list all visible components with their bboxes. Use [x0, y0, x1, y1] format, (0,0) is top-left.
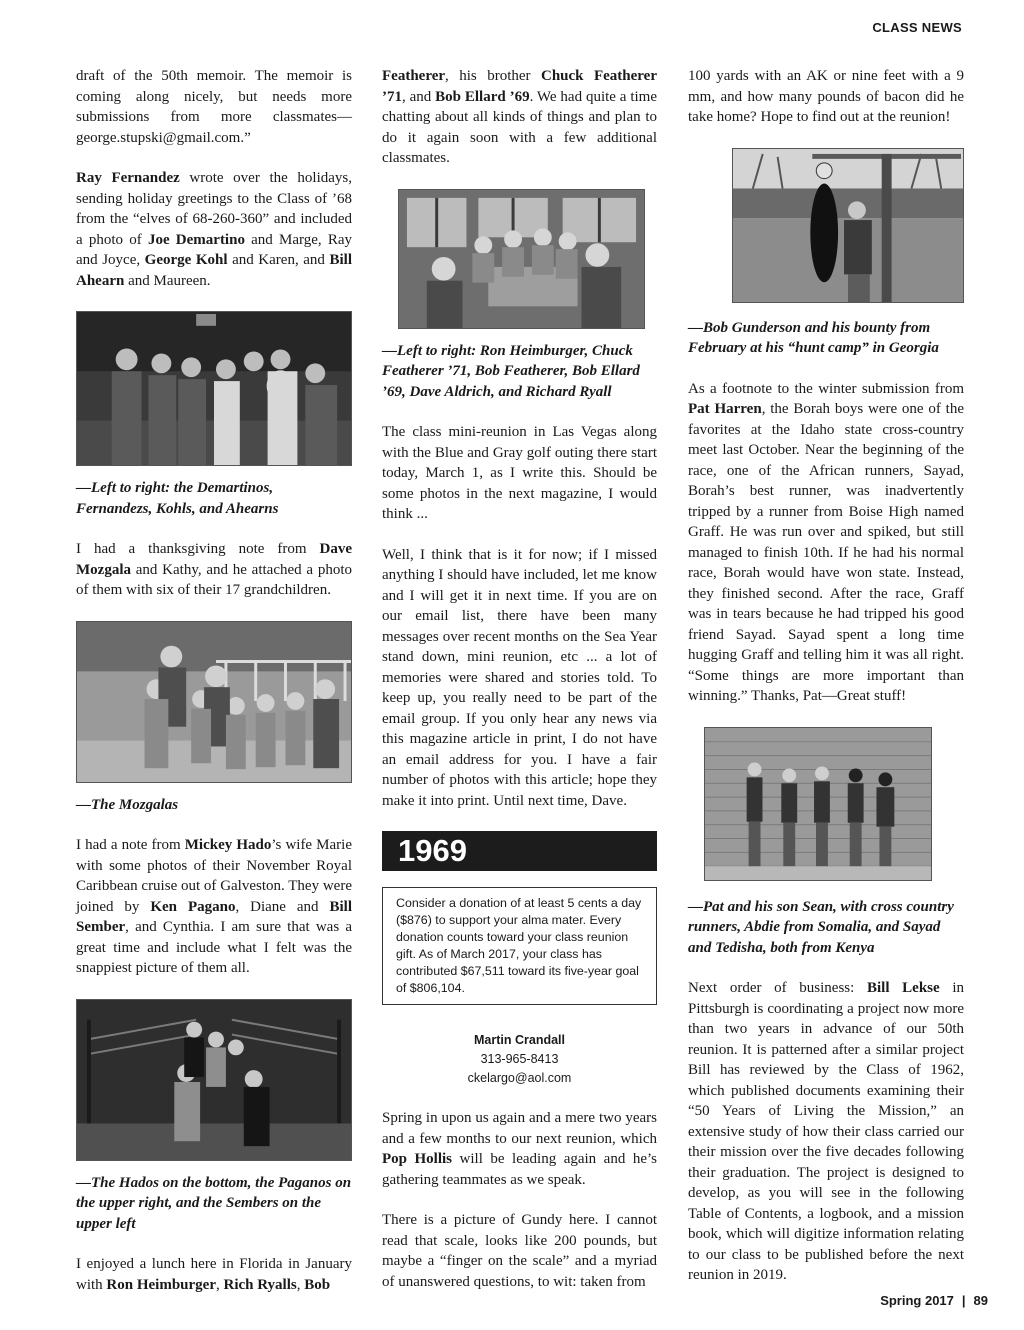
classmate-name: Ken Pagano [150, 898, 236, 915]
page-number: 89 [973, 1293, 988, 1308]
paragraph-pop-hollis: Spring in upon us again and a mere two years and a few months to our next reunion, which Pop Hollis will be leading again and he’s gathering teammates as we speak. [382, 1110, 658, 1188]
section-header: CLASS NEWS [872, 20, 962, 35]
classmate-name: Pat Harren [688, 401, 762, 417]
secretary-name: Martin Crandall [474, 1033, 565, 1047]
photo-mozgala-family [76, 621, 352, 783]
paragraph-gundy: There is a picture of Gundy here. I cannot read that scale, looks like 200 pounds, but maybe a “finger on the scale” and a myriad of unanswered questions, to wit: taken from [382, 1212, 657, 1290]
caption-cruise-group: —The Hados on the bottom, the Paganos on the upper right, and the Sembers on the upper left [76, 1174, 352, 1232]
paragraph-mozgala: I had a thanksgiving note from Dave Mozgala and Kathy, and he attached a photo of them with six of their 17 grandchildren. [76, 541, 352, 598]
paragraph-hado: I had a note from Mickey Hado’s wife Marie with some photos of their November Royal Caribbean cruise out of Galveston. They were joined by Ken Pagano, Diane and Bill Sember, and Cynthia. I am sure that was a great time and include what I felt was the snappiest picture of them all. [76, 837, 352, 976]
column-3 [688, 66, 964, 1286]
paragraph-memoir: draft of the 50th memoir. The memoir is coming along nicely, but needs more submissions from more classmates—george.stupski@gmail.com.” [76, 68, 352, 146]
paragraph-featherer: Featherer, his brother Chuck Featherer ’71, and Bob Ellard ’69. We had quite a time chatting about all kinds of things and plan to do it again soon with a few additional classmates. [382, 68, 657, 166]
classmate-name: Bob [304, 1276, 331, 1293]
footer-separator: | [961, 1293, 966, 1308]
caption-cross-country: —Pat and his son Sean, with cross country runners, Abdie from Somalia, and Sayad and Tedisha, both from Kenya [688, 898, 954, 956]
caption-mozgalas: —The Mozgalas [76, 796, 179, 813]
classmate-name: Bill Ahearn [76, 252, 352, 289]
classmate-name: Pop Hollis [382, 1151, 453, 1167]
classmate-name: Bill Lekse [866, 980, 940, 996]
classmate-name: Dave Mozgala [76, 541, 352, 578]
paragraph-closing: Well, I think that is it for now; if I missed anything I should have included, let me know and I will get it in next time. If you are on our email list, there have been many messages over recent months on the Sea Year stand down, mini reunion, etc ... a lot of memories were shared and stories told. To keep up, you really need to be part of the email group. If you only hear any news via this magazine article in print, I do not have an email address for you. I have a fair number of photos with this article; hope they make it into print. Until next time, Dave. [382, 546, 657, 809]
photo-hunt-camp [732, 148, 964, 303]
paragraph-ray-fernandez: Ray Fernandez wrote over the holidays, sending holiday greetings to the Class of ’68 from the “elves of 68-260-360” and included a photo of Joe Demartino and Marge, Ray and Joyce, George Kohl and Karen, and Bill Ahearn and Maureen. [76, 170, 353, 289]
caption-holiday-group: —Left to right: the Demartinos, Fernandezs, Kohls, and Ahearns [76, 480, 279, 517]
donation-box: Consider a donation of at least 5 cents a day ($876) to support your alma mater. Every donation counts toward your class reunion gift. As of March 2017, your class has contributed $67,511 toward its five-year goal of $806,104. [382, 887, 657, 1005]
classmate-name: Featherer [382, 68, 446, 84]
caption-lunch-group: —Left to right: Ron Heimburger, Chuck Featherer ’71, Bob Featherer, Bob Ellard ’69, Dave Aldrich, and Richard Ryall [382, 342, 640, 400]
classmate-name: Ray Fernandez [76, 170, 180, 186]
column-2 [382, 66, 657, 1292]
photo-cross-country [704, 727, 932, 881]
paragraph-ak-question: 100 yards with an AK or nine feet with a 9 mm, and how many pounds of bacon did he take home? Hope to find out at the reunion! [688, 68, 964, 125]
classmate-name: Rich Ryalls [223, 1276, 297, 1293]
paragraph-bill-lekse: Next order of business: Bill Lekse in Pittsburgh is coordinating a project now more than two years in advance of our 50th reunion. It is patterned after a similar project Bill has reviewed by the Class of 1962, which published documents examining their “50 Years of Living the Mission,” an extensive study of how their class carried our their mission over the five decades following their graduation. The project is designed to develop, as you will see in the following Table of Contents, a logbook, and a mission book, which will digitize information relating to our class to be published before the next reunion in 2019. [688, 980, 965, 1283]
page-footer [880, 1293, 988, 1308]
paragraph-borah-race: As a footnote to the winter submission from Pat Harren, the Borah boys were one of the favorites at the Idaho state cross-country meet last October. Near the beginning of the race, one of the African runners, Sayad, Borah’s best runner, was inadvertently tripped by a runner from Boise High named Graff. He was run over and spiked, but still managed to finish 10th. If he had his normal race, Borah would have won state. Instead, they finished second. After the race, Graff was in tears because he had tripped his good friend Sayad. Sayad spent a long time hugging Graff and telling him it was all right. “Some things are more important than winning.” Thanks, Pat—Great stuff! [688, 380, 964, 704]
classmate-name: George Kohl [144, 252, 228, 268]
class-year-banner: 1969 [382, 831, 657, 871]
column-1 [76, 66, 352, 1295]
photo-cruise-group [76, 999, 352, 1161]
secretary-contact [382, 1031, 657, 1088]
paragraph-mini-reunion: The class mini-reunion in Las Vegas along with the Blue and Gray golf outing there start today, March 1, as I write this. Should be some photos in the next magazine, I would think ... [382, 424, 657, 522]
classmate-name: Bill Sember [76, 898, 352, 935]
classmate-name: Mickey Hado [184, 837, 272, 853]
photo-holiday-group [76, 311, 352, 466]
classmate-name: Chuck Featherer ’71 [382, 68, 657, 105]
classmate-name: Ron Heimburger [106, 1276, 216, 1293]
secretary-email: ckelargo@aol.com [467, 1071, 572, 1085]
secretary-phone: 313-965-8413 [480, 1052, 559, 1066]
photo-lunch-group [398, 189, 645, 329]
caption-hunt-camp: —Bob Gunderson and his bounty from February at his “hunt camp” in Georgia [688, 319, 939, 356]
classmate-name: Joe Demartino [147, 231, 245, 248]
paragraph-florida-lunch: I enjoyed a lunch here in Florida in January with Ron Heimburger, Rich Ryalls, Bob [76, 1256, 352, 1293]
classmate-name: Bob Ellard ’69 [435, 88, 530, 105]
issue-label: Spring 2017 [880, 1293, 954, 1308]
